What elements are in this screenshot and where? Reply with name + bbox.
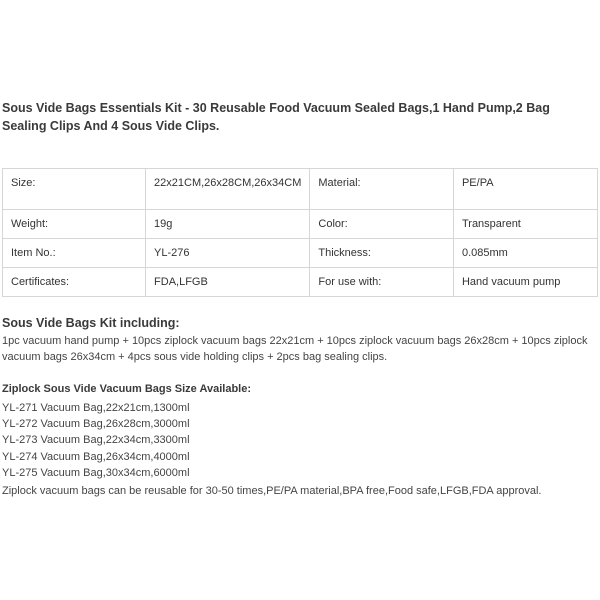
spec-value-size: 22x21CM,26x28CM,26x34CM	[146, 169, 310, 210]
list-item: YL-275 Vacuum Bag,30x34cm,6000ml	[2, 466, 190, 479]
table-row	[3, 268, 598, 297]
spec-value-certificates: FDA,LFGB	[146, 268, 310, 297]
spec-value-material: PE/PA	[453, 169, 597, 210]
kit-contents-text: 1pc vacuum hand pump + 10pcs ziplock vacuum bags 22x21cm + 10pcs ziplock vacuum bags 26x28cm + 10pcs ziplock vacuum bags 26x34cm + 4pcs sous vide holding clips + 2pcs bag sealing clips.	[2, 335, 588, 363]
spec-label-size: Size:	[3, 169, 146, 210]
product-title: Sous Vide Bags Essentials Kit - 30 Reusable Food Vacuum Sealed Bags,1 Hand Pump,2 Bag Sealing Clips And 4 Sous Vide Clips.	[2, 101, 550, 133]
sizes-heading: Ziplock Sous Vide Vacuum Bags Size Available:	[2, 383, 252, 395]
spec-label-for-use-with: For use with:	[310, 268, 454, 297]
specs-table	[2, 168, 598, 297]
spec-value-weight: 19g	[146, 210, 310, 239]
list-item: YL-272 Vacuum Bag,26x28cm,3000ml	[2, 418, 190, 431]
sizes-list	[2, 400, 598, 481]
spec-label-thickness: Thickness:	[310, 239, 454, 268]
spec-label-weight: Weight:	[3, 210, 146, 239]
list-item: YL-271 Vacuum Bag,22x21cm,1300ml	[2, 402, 190, 414]
list-item: YL-273 Vacuum Bag,22x34cm,3300ml	[2, 434, 190, 447]
spec-label-item-no: Item No.:	[3, 239, 146, 268]
table-row	[3, 169, 598, 210]
table-row	[3, 239, 598, 268]
list-item: YL-274 Vacuum Bag,26x34cm,4000ml	[2, 450, 190, 463]
spec-label-certificates: Certificates:	[3, 268, 146, 297]
spec-value-color: Transparent	[453, 210, 597, 239]
spec-label-material: Material:	[310, 169, 454, 210]
kit-heading: Sous Vide Bags Kit including:	[2, 316, 180, 330]
reusable-note: Ziplock vacuum bags can be reusable for 30-50 times,PE/PA material,BPA free,Food safe,LFGB,FDA approval.	[2, 485, 542, 497]
table-row	[3, 210, 598, 239]
spec-label-color: Color:	[310, 210, 454, 239]
spec-value-item-no: YL-276	[146, 239, 310, 268]
spec-value-thickness: 0.085mm	[453, 239, 597, 268]
spec-value-for-use-with: Hand vacuum pump	[453, 268, 597, 297]
